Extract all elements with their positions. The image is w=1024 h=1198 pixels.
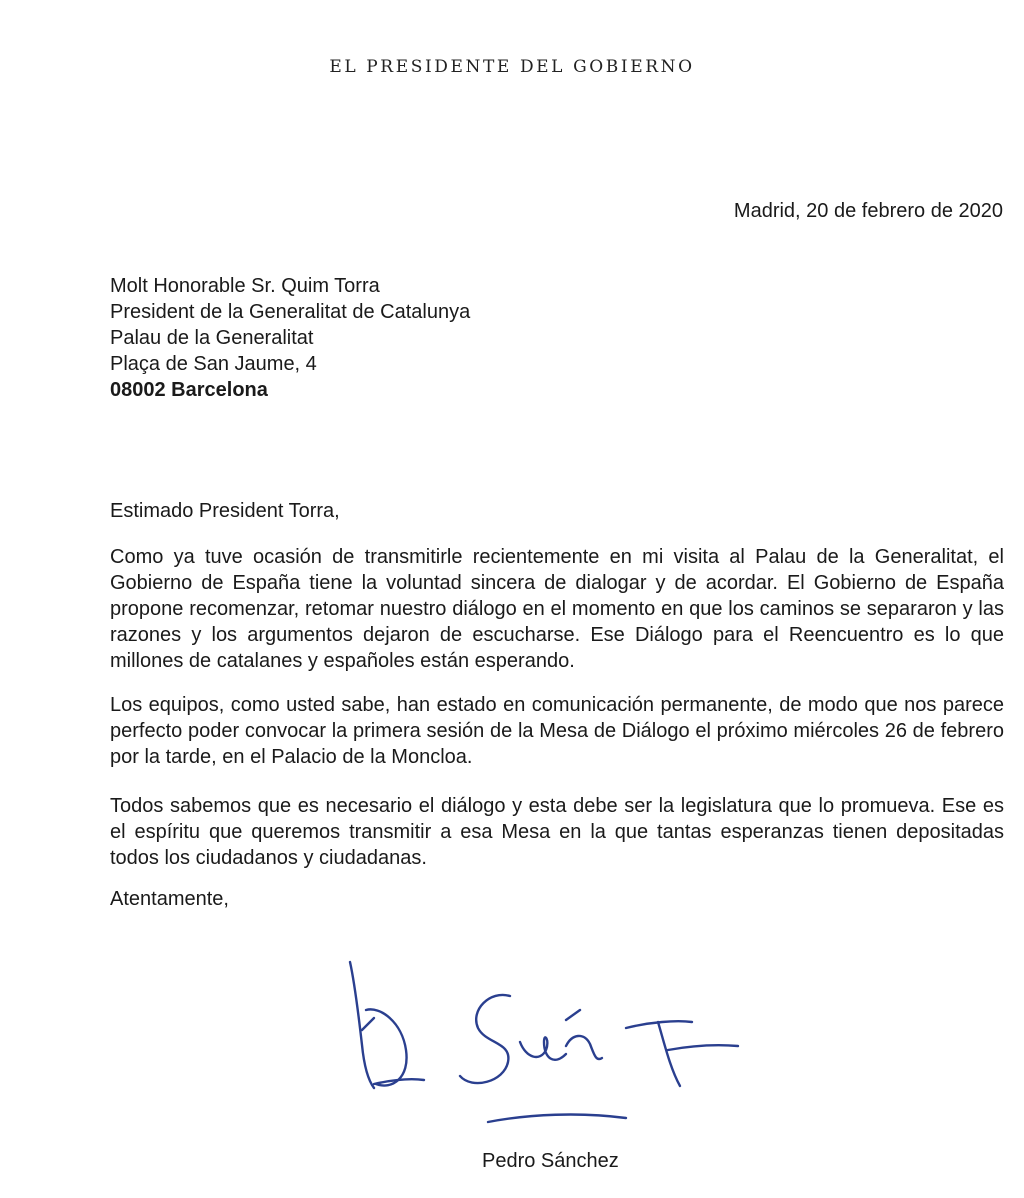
recipient-address — [110, 273, 470, 403]
closing: Atentamente, — [110, 888, 229, 910]
recipient-street: Plaça de San Jaume, 4 — [110, 353, 317, 375]
letter-date: Madrid, 20 de febrero de 2020 — [733, 200, 1003, 222]
recipient-name: Molt Honorable Sr. Quim Torra — [110, 275, 380, 297]
signer-name: Pedro Sánchez — [482, 1150, 619, 1172]
recipient-city: 08002 Barcelona — [110, 379, 268, 401]
body-paragraph-1: Como ya tuve ocasión de transmitirle recientemente en mi visita al Palau de la Generalitat, el Gobierno de España tiene la voluntad sincera de dialogar y de acordar. El Gobierno de España propone recomenzar, retomar nuestro diálogo en el momento en que los caminos se separaron y las razones y los argumentos dejaron de escucharse. Ese Diálogo para el Reencuentro es lo que millones de catalanes y españoles están esperando. — [110, 546, 1004, 672]
salutation: Estimado President Torra, — [110, 500, 340, 522]
letterhead-title: EL PRESIDENTE DEL GOBIERNO — [329, 57, 695, 77]
recipient-building: Palau de la Generalitat — [110, 327, 314, 349]
body-paragraph-2: Los equipos, como usted sabe, han estado en comunicación permanente, de modo que nos parece perfecto poder convocar la primera sesión de la Mesa de Diálogo el próximo miércoles 26 de febrero por la tarde, en el Palacio de la Moncloa. — [110, 694, 1004, 768]
handwritten-signature-icon — [340, 950, 760, 1140]
recipient-title: President de la Generalitat de Catalunya — [110, 301, 471, 323]
body-paragraph-3: Todos sabemos que es necesario el diálogo y esta debe ser la legislatura que lo promueva. Ese es el espíritu que queremos transmitir a esa Mesa en la que tantas esperanzas tienen depositadas todos los ciudadanos y ciudadanas. — [110, 795, 1004, 869]
